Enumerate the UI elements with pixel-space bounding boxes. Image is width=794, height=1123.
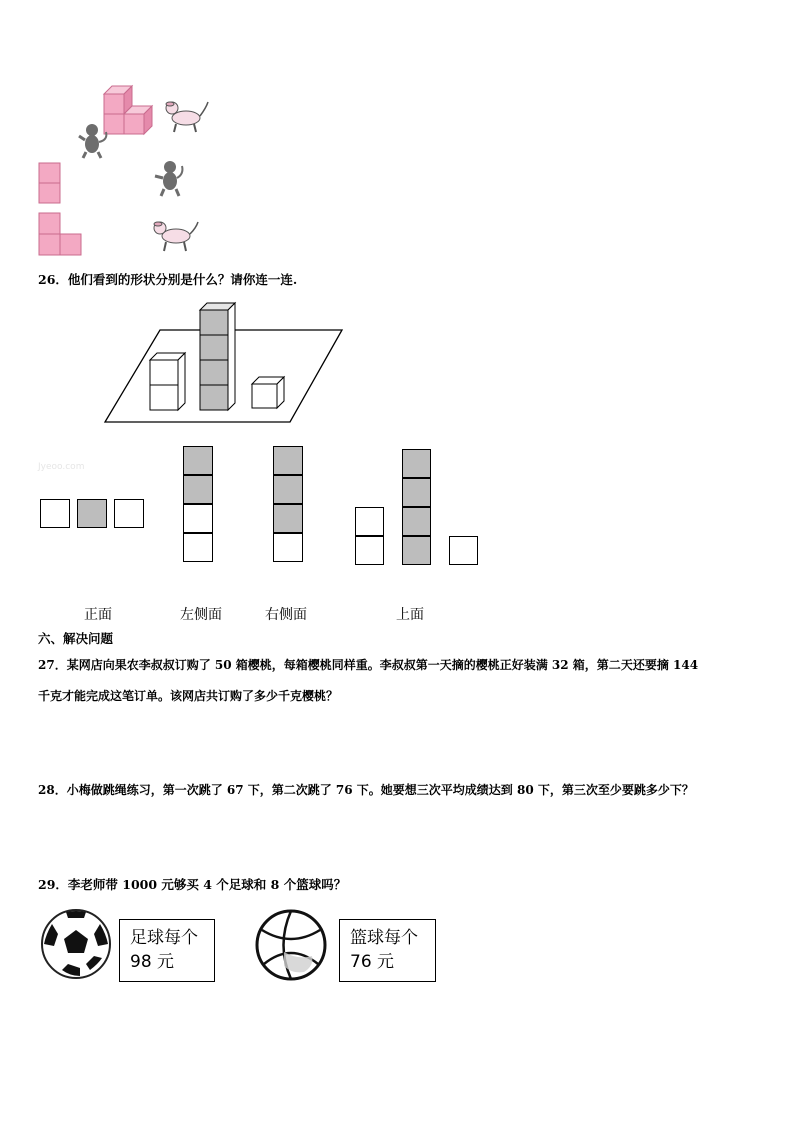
top-view-square — [449, 536, 478, 565]
right-view-square — [273, 533, 303, 562]
question-text: 他们看到的形状分别是什么？请你连一连. — [67, 272, 298, 287]
label-left: 左侧面 — [180, 607, 222, 623]
question-27-line2: 千克才能完成这笔订单。该网店共订购了多少千克樱桃？ — [38, 689, 339, 703]
front-view-square — [40, 499, 70, 528]
label-right: 右侧面 — [265, 607, 307, 623]
question-29: 29．李老师带 1000 元够买 4 个足球和 8 个篮球吗？ — [38, 877, 347, 892]
price-value: 76 元 — [350, 952, 395, 972]
top-view-square — [355, 507, 384, 536]
football-price-box — [119, 919, 215, 982]
football-icon — [40, 908, 112, 980]
dog-icon — [166, 102, 208, 132]
question-27-line1: 27．某网店向果农李叔叔订购了 50 箱樱桃，每箱樱桃同样重。李叔叔第一天摘的樱桃正好装满 32 箱，第二天还要摘 144 — [38, 658, 699, 672]
front-view-square — [114, 499, 144, 528]
top-view-square — [402, 449, 431, 478]
front-view-square — [77, 499, 107, 528]
label-front: 正面 — [84, 607, 112, 623]
price-label: 篮球每个 — [350, 928, 418, 948]
left-view-square — [183, 475, 213, 504]
question-26 — [38, 270, 297, 288]
top-view-square — [355, 536, 384, 565]
basketball-icon — [254, 908, 328, 982]
top-view-square — [402, 536, 431, 565]
section-title: 六、解决问题 — [38, 631, 114, 646]
view-option-vertical — [38, 162, 62, 206]
left-view-square — [183, 446, 213, 475]
cube-arrangement-3d — [100, 298, 350, 428]
question-28: 28．小梅做跳绳练习，第一次跳了 67 下，第二次跳了 76 下。她要想三次平均成绩达到 80 下，第三次至少要跳多少下？ — [38, 783, 694, 797]
right-view-square — [273, 504, 303, 533]
price-label: 足球每个 — [130, 928, 198, 948]
left-view-square — [183, 533, 213, 562]
basketball-price-box — [339, 919, 436, 982]
watermark: Jyeoo.com — [38, 462, 85, 472]
price-value: 98 元 — [130, 952, 175, 972]
dog-icon — [150, 218, 202, 254]
top-view-square — [402, 478, 431, 507]
label-top: 上面 — [396, 607, 424, 623]
right-view-square — [273, 475, 303, 504]
top-view-square — [402, 507, 431, 536]
monkey-icon — [79, 124, 106, 158]
question-number: 26． — [38, 272, 68, 287]
cube-figure-top — [70, 80, 220, 160]
right-view-square — [273, 446, 303, 475]
left-view-square — [183, 504, 213, 533]
view-option-l-shape — [38, 212, 84, 256]
monkey-icon — [152, 160, 186, 200]
